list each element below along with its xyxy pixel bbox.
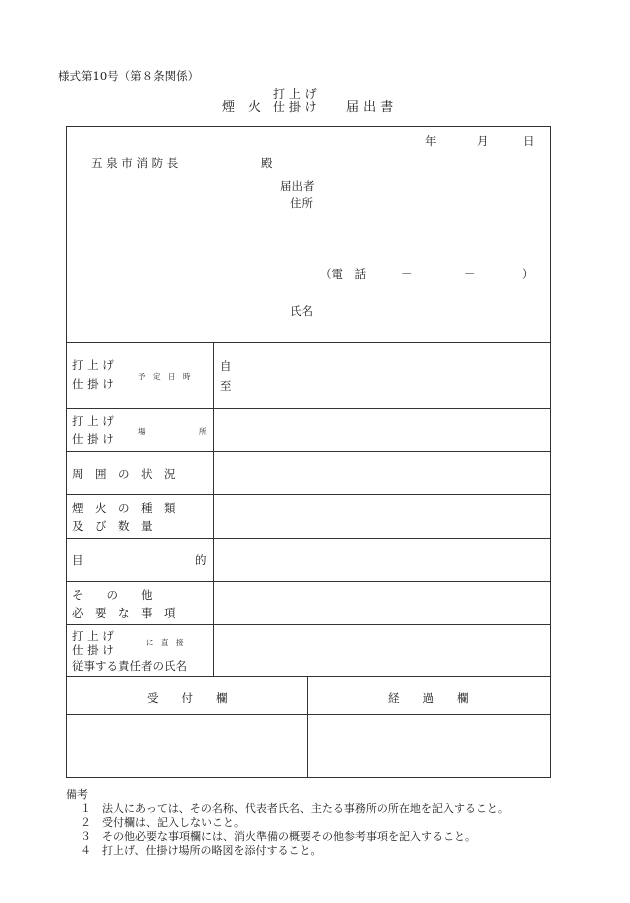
location-small-1: 場 [138,427,146,436]
notes-heading: 備考 [66,788,88,801]
phone-open: （電 話 [320,267,366,281]
addressee: 五 泉 市 消 防 長 [91,156,179,170]
rule-footer-header [66,714,551,715]
form-number: 様式第10号（第８条関係） [58,69,200,83]
purpose-right: 的 [195,553,207,567]
phone-dash-2: － [464,267,476,281]
name-label: 氏名 [290,304,313,318]
location-line-2: 仕 掛 け [72,432,114,446]
date-year: 年 [425,134,437,148]
surroundings-label: 周 囲 の 状 況 [72,467,176,481]
rule-row-5 [66,581,551,582]
title-prefix: 煙 火 [222,100,262,115]
schedule-small: 予 定 日 時 [138,372,191,381]
purpose-left: 目 [72,553,84,567]
rule-footer-split [307,676,308,778]
note-item-1: １ 法人にあっては、その名称、代表者氏名、主たる事務所の所在地を記入すること。 [80,802,509,815]
schedule-to: 至 [220,379,232,393]
rule-row-1 [66,408,551,409]
rule-header-bottom [66,342,551,343]
responsible-line-1: 打 上 げ [72,629,114,643]
note-item-3: ３ その他必要な事項欄には、消火準備の概要その他参考事項を記入すること。 [80,830,476,843]
other-line-2: 必 要 な 事 項 [72,606,176,620]
phone-dash-1: － [401,267,413,281]
location-small-2: 所 [199,427,207,436]
phone-close: ） [522,267,534,281]
date-day: 日 [523,134,535,148]
rule-row-4 [66,538,551,539]
other-line-1: そ の 他 [72,588,153,602]
reception-column-label: 受 付 欄 [147,691,228,705]
title-top-line: 打 上 げ [273,87,317,101]
title-suffix: 届 出 書 [346,100,394,115]
rule-row-3 [66,494,551,495]
title-bottom-line: 仕 掛 け [273,100,317,114]
location-line-1: 打 上 げ [72,414,114,428]
note-item-4: ４ 打上げ、仕掛け場所の略図を添付すること。 [80,844,322,857]
responsible-small: に 直 接 [146,638,184,647]
note-item-2: ２ 受付欄は、記入しないこと。 [80,816,245,829]
schedule-from: 自 [220,359,232,373]
form-frame [66,126,551,778]
responsible-line-3: 従事する責任者の氏名 [72,659,187,673]
rule-row-7 [66,676,551,677]
rule-label-column [213,342,214,676]
address-label: 住所 [290,196,313,210]
kind-line-2: 及 び 数 量 [72,519,153,533]
kind-line-1: 煙 火 の 種 類 [72,501,176,515]
schedule-line-1: 打 上 げ [72,358,114,372]
date-month: 月 [477,134,489,148]
applicant-label: 届出者 [280,179,315,193]
rule-row-2 [66,451,551,452]
schedule-line-2: 仕 掛 け [72,377,114,391]
rule-row-6 [66,624,551,625]
progress-column-label: 経 過 欄 [388,691,469,705]
honorific: 殿 [261,156,273,170]
responsible-line-2: 仕 掛 け [72,643,114,657]
